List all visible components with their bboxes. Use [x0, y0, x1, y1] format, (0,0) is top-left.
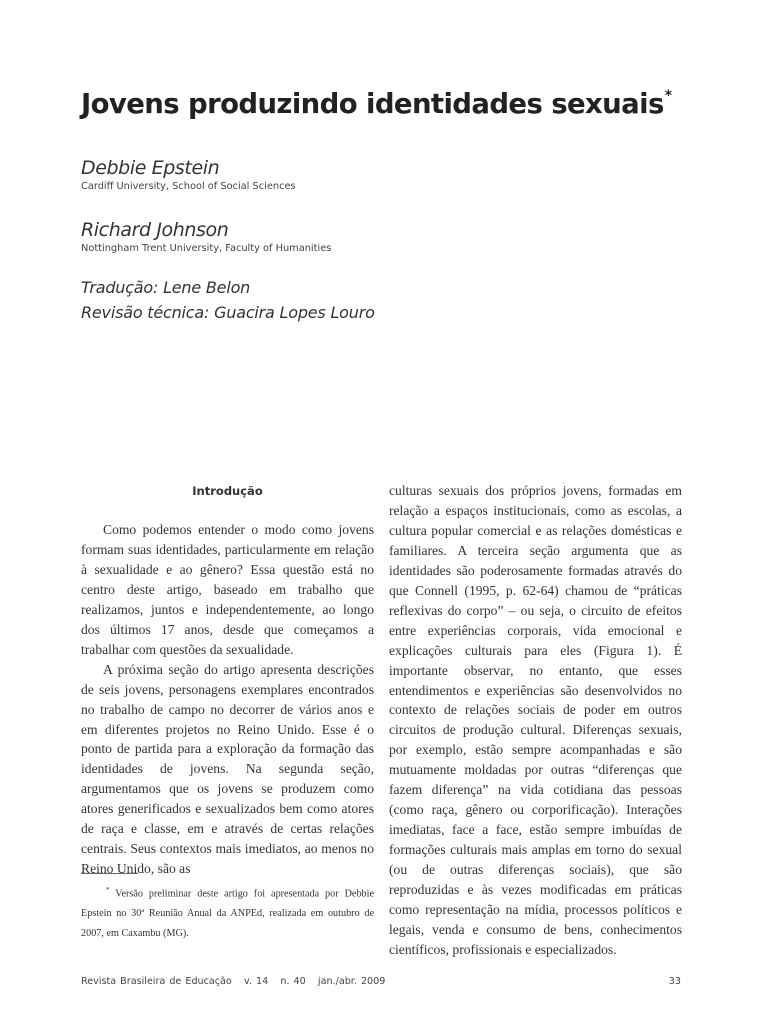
article-title [81, 88, 681, 120]
title-footnote-marker: * [664, 87, 672, 104]
footnote-divider [81, 873, 138, 874]
paragraph-3: culturas sexuais dos próprios jovens, formadas em relação a espaços institucionais, como as escolas, a cultura popular comercial e as relações domésticas e familiares. A terceira seção argumenta que as identidades são poderosamente formadas através do que Connell (1995, p. 62-64) chamou de “práticas reflexivas do corpo” – ou seja, o circuito de efeitos entre experiências corporais, vida emocional e explicações culturais para eles (Figura 1). É importante observar, no entanto, que esses entendimentos e experiências são desenvolvidos no contexto de relações sociais de poder em outros circuitos de produção cultural. Diferenças sexuais, por exemplo, estão sempre acompanhadas e são mutuamente moldadas por outras “diferenças que fazem diferença” na vida cotidiana das pessoas (como raça, gênero ou corporificação). Interações imediatas, face a face, estão sempre imbuídas de formações culturais mais amplas em torno do sexual (ou de outras diferenças sociais), que são reproduzidas e às vezes modificadas em práticas como representação na mídia, processos políticos e legais, venda e consumo de bens, conhecimentos científicos, profissionais e especializados. [389, 483, 682, 957]
journal-number: n. 40 [280, 976, 306, 987]
page-number: 33 [668, 976, 681, 987]
journal-date: jan./abr. 2009 [317, 976, 386, 987]
author-affiliation-1: Cardiff University, School of Social Sciences [81, 181, 296, 192]
journal-volume: v. 14 [243, 976, 269, 987]
body-column-left [81, 520, 374, 879]
technical-review-credit: Revisão técnica: Guacira Lopes Louro [81, 303, 375, 322]
footnote-marker: * [106, 886, 110, 894]
author-name-1: Debbie Epstein [81, 157, 220, 179]
paragraph-1: Como podemos entender o modo como jovens formam suas identidades, particularmente em relação à sexualidade e ao gênero? Essa questão está no centro deste artigo, baseado em trabalho que realizamos, juntos e independentemente, ao longo dos últimos 17 anos, desde que começamos a trabalhar com questões da sexualidade. [81, 522, 374, 657]
author-name-2: Richard Johnson [81, 219, 229, 241]
paragraph-2: A próxima seção do artigo apresenta descrições de seis jovens, personagens exemplares encontrados no trabalho de campo no decorrer de vários anos e em diferentes projetos no Reino Unido. Esse é o ponto de partida para a exploração da formação das identidades de jovens. Na segunda seção, argumentamos que os jovens se produzem como atores generificados e sexualizados bem como atores de raça e classe, em e através de certas relações centrais. Seus contextos mais imediatos, ao menos no Reino Unido, são as [81, 661, 374, 877]
article-title-text: Jovens produzindo identidades sexuais [81, 88, 664, 120]
author-affiliation-2: Nottingham Trent University, Faculty of Humanities [81, 243, 332, 254]
section-heading: Introdução [192, 484, 263, 498]
translation-credit: Tradução: Lene Belon [81, 278, 251, 297]
running-footer [81, 976, 385, 987]
body-column-right [389, 481, 682, 960]
journal-name: Revista Brasileira de Educação [81, 976, 232, 987]
footnote-text: Versão preliminar deste artigo foi apresentada por Debbie Epstein no 30ª Reunião Anual da ANPEd, realizada em outubro de 2007, em Caxambu (MG). [81, 888, 374, 940]
footnote [81, 880, 374, 944]
